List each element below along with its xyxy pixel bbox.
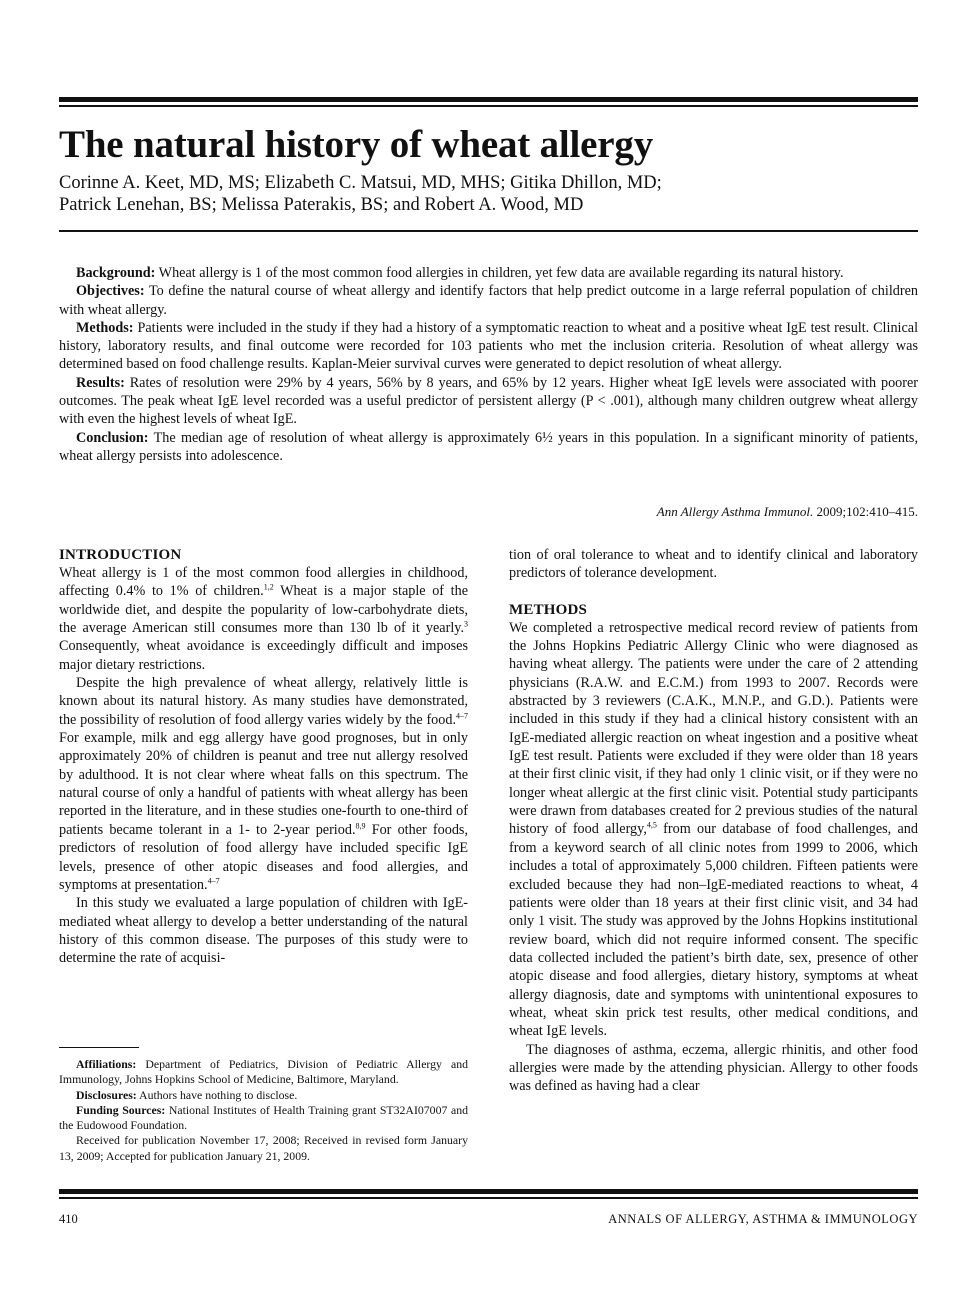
right-column — [509, 546, 918, 1096]
funding-text: National Institutes of Health Training grant ST32AI07007 and the Eudowood Foundation. — [59, 1102, 469, 1133]
page-number: 410 — [59, 1212, 78, 1226]
results-text: Rates of resolution were 29% by 4 years, 56% by 8 years, and 65% by 12 years. Higher wheat IgE levels were associated with poorer outcomes. The peak wheat IgE level recorded was a useful predictor of persistent allergy (P < .001), although many children outgrew wheat allergy with even the highest levels of wheat IgE. — [59, 374, 918, 428]
authors-line-2: Patrick Lenehan, BS; Melissa Paterakis, BS; and Robert A. Wood, MD — [59, 195, 584, 215]
abstract-conclusion — [59, 429, 918, 466]
disclosures-text: Authors have nothing to disclose. — [139, 1087, 298, 1102]
text-run: from our database of food challenges, and from a keyword search of all clinic notes from 1999 to 2006, which includes a total of approximately 5,000 children. Fifteen patients were excluded because they had non–IgE-mediated reactions to wheat, 4 patients were older than 18 years at their first clinic visit, and 34 had only 1 visit. The study was approved by the Johns Hopkins institutional review board, which did not require informed consent. The specific data collected included the patient’s birth date, sex, presence of other atopic disease and food allergies, dietary history, symptoms at wheat allergy diagnosis, date and symptoms with unintentional exposures to wheat, wheat skin prick test results, other medical conditions, and wheat IgE levels. — [509, 821, 918, 1040]
citation — [657, 503, 918, 520]
article-title: The natural history of wheat allergy — [59, 123, 654, 166]
reference-superscript: 4–7 — [207, 876, 220, 886]
abstract-objectives — [59, 282, 918, 319]
reference-superscript: 4–7 — [456, 711, 468, 721]
header-rule-thick — [59, 97, 918, 102]
reference-superscript: 3 — [464, 619, 468, 629]
methods-heading: METHODS — [509, 601, 588, 618]
header-rule-thin — [59, 105, 918, 107]
text-run: Wheat is a major staple of the worldwide diet, and despite the popularity of low-carbohydrate diets, the average American still consumes more than 130 lb of it yearly. — [59, 583, 468, 637]
abstract-methods — [59, 319, 918, 374]
footnote-received: Received for publication November 17, 2008; Received in revised form January 13, 2009; Accepted for publication January 21, 2009. — [59, 1133, 468, 1163]
methods-label: Methods: — [76, 319, 134, 336]
citation-journal: Ann Allergy Asthma Immunol. — [656, 504, 814, 519]
footnote-funding — [59, 1103, 468, 1134]
funding-label: Funding Sources: — [76, 1102, 166, 1117]
disclosures-label: Disclosures: — [76, 1087, 137, 1102]
text-run: Consequently, wheat avoidance is exceedingly difficult and imposes major dietary restrictions. — [59, 638, 468, 673]
intro-paragraph-3: In this study we evaluated a large population of children with IgE-mediated wheat allergy to develop a better understanding of the natural history of this common disease. The purposes of this study were to determine the rate of acquisi- — [59, 895, 468, 967]
abstract-results — [59, 374, 918, 429]
methods-text: Patients were included in the study if they had a history of a symptomatic reaction to wheat and a positive wheat IgE test result. Clinical history, laboratory results, and final outcome were recorded for 103 patients who met the inclusion criteria. Resolution of wheat allergy was determined based on food challenge results. Kaplan-Meier survival curves were generated to depict resolution of wheat allergy. — [59, 319, 919, 373]
reference-superscript: 1,2 — [263, 582, 274, 592]
intro-paragraph-1 — [59, 564, 468, 674]
reference-superscript: 8,9 — [355, 821, 366, 831]
methods-paragraph-2: The diagnoses of asthma, eczema, allergic rhinitis, and other food allergies were made by the attending physician. Allergy to other foods was defined as having had a clear — [509, 1041, 918, 1095]
footnote-affiliations — [59, 1057, 468, 1088]
title-divider — [59, 230, 918, 232]
conclusion-label: Conclusion: — [76, 429, 149, 446]
intro-paragraph-2 — [59, 674, 468, 894]
abstract-background — [59, 264, 918, 282]
authors-line-1: Corinne A. Keet, MD, MS; Elizabeth C. Matsui, MD, MHS; Gitika Dhillon, MD; — [59, 173, 662, 193]
results-label: Results: — [76, 374, 125, 391]
methods-paragraph-1 — [509, 619, 918, 1041]
journal-name: ANNALS OF ALLERGY, ASTHMA & IMMUNOLOGY — [608, 1212, 918, 1226]
introduction-heading: INTRODUCTION — [59, 547, 182, 563]
background-text: Wheat allergy is 1 of the most common food allergies in children, yet few data are available regarding its natural history. — [158, 265, 844, 281]
text-run: Wheat allergy is 1 of the most common food allergies in childhood, affecting 0.4% to 1% of children. — [59, 565, 468, 600]
left-column — [59, 546, 468, 968]
text-run: We completed a retrospective medical record review of patients from the Johns Hopkins Pediatric Allergy Clinic who were diagnosed as having wheat allergy. The patients were under the care of 2 attending physicians (R.A.W. and E.C.M.) from 1993 to 2007. Records were abstracted by 3 reviewers (C.A.K., M.N.P., and G.D.). Patients were included in this study if they had a clinical history consistent with an IgE-mediated allergic reaction on wheat ingestion and a positive wheat IgE test result. Patients were excluded if they were older than 18 years at their first clinic visit, if they had only 1 clinic visit, or if they were no longer wheat allergic at the first clinic visit. Potential study participants were drawn from databases created for 2 previous studies of the natural history of food allergy, — [509, 619, 918, 838]
footer-rule-thick — [59, 1189, 918, 1194]
text-run: Despite the high prevalence of wheat allergy, relatively little is known about its natural history. As many studies have demonstrated, the possibility of resolution of food allergy varies widely by the food. — [59, 675, 468, 728]
conclusion-text: The median age of resolution of wheat allergy is approximately 6½ years in this population. In a significant minority of patients, wheat allergy persists into adolescence. — [59, 429, 918, 464]
affiliations-text: Department of Pediatrics, Division of Pediatric Allergy and Immunology, Johns Hopkins School of Medicine, Baltimore, Maryland. — [59, 1057, 468, 1087]
affiliations-label: Affiliations: — [76, 1057, 137, 1071]
abstract — [59, 264, 918, 465]
reference-superscript: 4,5 — [646, 820, 657, 830]
text-run: For example, milk and egg allergy have good prognoses, but in only approximately 20% of children is peanut and tree nut allergy resolved by adulthood. It is not clear where wheat falls on this spectrum. The natural course of only a handful of patients with wheat allergy has been reported in the literature, and in these studies one-fourth to one-third of patients became tolerant in a 1- to 2-year period. — [59, 730, 468, 838]
intro-paragraph-3-continued: tion of oral tolerance to wheat and to identify clinical and laboratory predictors of tolerance development. — [509, 547, 918, 582]
objectives-text: To define the natural course of wheat allergy and identify factors that help predict outcome in a large referral population of children with wheat allergy. — [59, 283, 918, 318]
text-run: For other foods, predictors of resolution of food allergy have included specific IgE levels, presence of other atopic diseases and food allergies, and symptoms at presentation. — [59, 821, 468, 893]
objectives-label: Objectives: — [76, 283, 145, 300]
footnote-rule — [59, 1047, 139, 1048]
citation-details: 2009;102:410–415. — [816, 504, 918, 519]
footnote-disclosures — [59, 1088, 468, 1103]
background-label: Background: — [76, 265, 156, 281]
author-list — [59, 172, 918, 216]
footnotes — [59, 1057, 468, 1164]
footer-rule-thin — [59, 1197, 918, 1199]
